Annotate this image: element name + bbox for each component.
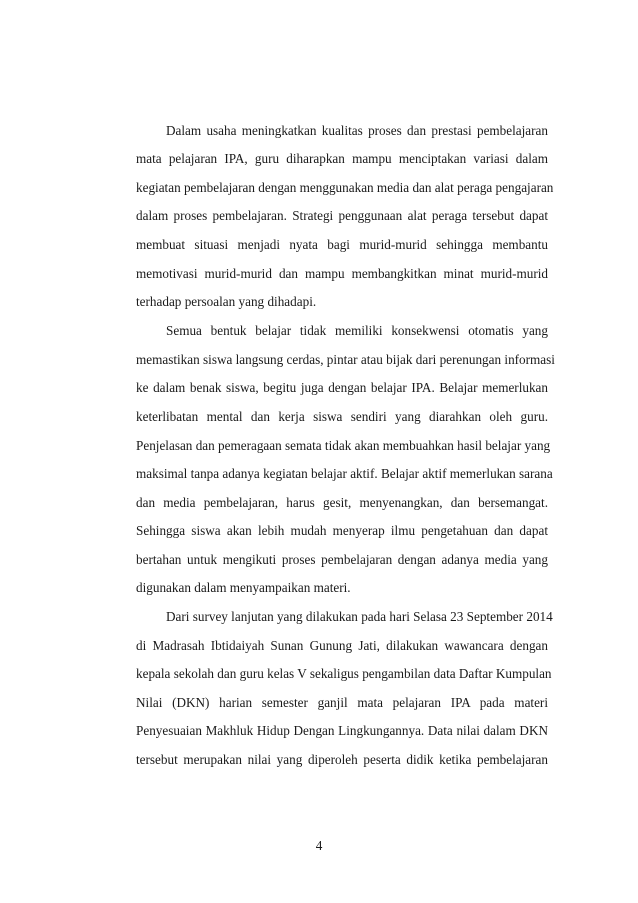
paragraph-2-line-10: digunakan dalam menyampaikan materi.	[136, 580, 351, 595]
paragraph-1-line-5: membuat situasi menjadi nyata bagi murid-murid sehingga membantu	[136, 237, 548, 252]
paragraph-3-line-4: Nilai (DKN) harian semester ganjil mata pelajaran IPA pada materi	[136, 695, 548, 710]
paragraph-1-line-1: Dalam usaha meningkatkan kualitas proses dan prestasi pembelajaran	[166, 123, 548, 138]
paragraph-3-line-2: di Madrasah Ibtidaiyah Sunan Gunung Jati, dilakukan wawancara dengan	[136, 638, 548, 653]
paragraph-2-line-7: dan media pembelajaran, harus gesit, menyenangkan, dan bersemangat.	[136, 495, 548, 510]
paragraph-1-line-7: terhadap persoalan yang dihadapi.	[136, 294, 317, 309]
paragraph-2-line-4: keterlibatan mental dan kerja siswa sendiri yang diarahkan oleh guru.	[136, 409, 548, 424]
paragraph-2-line-5: Penjelasan dan pemeragaan semata tidak akan membuahkan hasil belajar yang	[136, 438, 551, 453]
paragraph-3-line-3: kepala sekolah dan guru kelas V sekaligus pengambilan data Daftar Kumpulan	[136, 666, 552, 681]
paragraph-2-line-9: bertahan untuk mengikuti proses pembelajaran dengan adanya media yang	[136, 552, 548, 567]
page-number: 4	[315, 838, 323, 853]
paragraph-1-line-3: kegiatan pembelajaran dengan menggunakan media dan alat peraga pengajaran	[136, 180, 554, 195]
paragraph-1-line-6: memotivasi murid-murid dan mampu membangkitkan minat murid-murid	[136, 266, 548, 281]
paragraph-3-line-6: tersebut merupakan nilai yang diperoleh peserta didik ketika pembelajaran	[136, 752, 548, 767]
paragraph-2-line-3: ke dalam benak siswa, begitu juga dengan belajar IPA. Belajar memerlukan	[136, 380, 548, 395]
paragraph-2-line-2: memastikan siswa langsung cerdas, pintar atau bijak dari perenungan informasi	[136, 352, 555, 367]
paragraph-2-line-6: maksimal tanpa adanya kegiatan belajar aktif. Belajar aktif memerlukan sarana	[136, 466, 553, 481]
paragraph-2-line-1: Semua bentuk belajar tidak memiliki konsekwensi otomatis yang	[166, 323, 548, 338]
paragraph-1-line-2: mata pelajaran IPA, guru diharapkan mampu menciptakan variasi dalam	[136, 151, 548, 166]
paragraph-3-line-5: Penyesuaian Makhluk Hidup Dengan Lingkungannya. Data nilai dalam DKN	[136, 723, 548, 738]
paragraph-1-line-4: dalam proses pembelajaran. Strategi penggunaan alat peraga tersebut dapat	[136, 208, 548, 223]
paragraph-3-line-1: Dari survey lanjutan yang dilakukan pada hari Selasa 23 September 2014	[166, 609, 553, 624]
paragraph-2-line-8: Sehingga siswa akan lebih mudah menyerap ilmu pengetahuan dan dapat	[136, 523, 548, 538]
